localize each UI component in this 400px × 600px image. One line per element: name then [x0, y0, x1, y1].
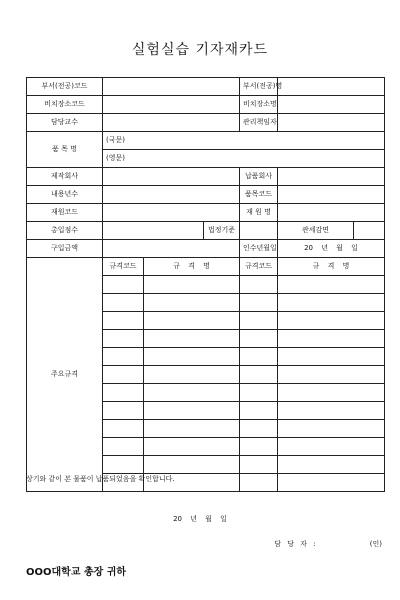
spec-cell[interactable]: [103, 366, 144, 384]
spec-cell[interactable]: [144, 348, 240, 366]
lifespan-field[interactable]: [103, 186, 240, 204]
spec-cell[interactable]: [103, 402, 144, 420]
spec-cell[interactable]: [240, 348, 278, 366]
spec-cell[interactable]: [278, 330, 385, 348]
source-name-field[interactable]: [278, 204, 385, 222]
spec-cell[interactable]: [278, 474, 385, 492]
seal-mark: (인): [369, 540, 382, 548]
source-code-field[interactable]: [103, 204, 240, 222]
source-code-label: 재원코드: [27, 204, 103, 222]
spec-cell[interactable]: [240, 456, 278, 474]
price-label: 구입금액: [27, 240, 103, 258]
addressee: OOO대학교 총장 귀하: [26, 567, 127, 578]
english-tag: (영문): [106, 154, 125, 162]
price-field[interactable]: [103, 240, 240, 258]
legal-standard-field[interactable]: [240, 222, 278, 240]
spec-cell[interactable]: [240, 420, 278, 438]
spec-cell[interactable]: [240, 276, 278, 294]
item-name-english-field[interactable]: [103, 150, 385, 168]
spec-name-header-2: 규 격 명: [278, 258, 385, 276]
acquired-date-field[interactable]: 20 년 월 일: [278, 240, 385, 258]
spec-cell[interactable]: [103, 348, 144, 366]
location-code-label: 비치장소코드: [27, 96, 103, 114]
spec-cell[interactable]: [278, 438, 385, 456]
location-name-field[interactable]: [278, 96, 385, 114]
dept-code-field[interactable]: [103, 78, 240, 96]
spec-cell[interactable]: [103, 312, 144, 330]
item-name-label: 품 목 명: [27, 132, 103, 168]
manager-field[interactable]: [278, 114, 385, 132]
spec-cell[interactable]: [278, 456, 385, 474]
item-name-korean-field[interactable]: [103, 132, 385, 150]
manager-label: 관리책임자: [240, 114, 278, 132]
spec-name-header: 규 격 명: [144, 258, 240, 276]
supplier-label: 납품회사: [240, 168, 278, 186]
spec-cell[interactable]: [278, 348, 385, 366]
manager-signature-line: [274, 539, 382, 549]
location-name-label: 비치장소명: [240, 96, 278, 114]
spec-cell[interactable]: [144, 402, 240, 420]
confirmation-text: 상기와 같이 본 물품이 납품되었음을 확인합니다.: [26, 475, 175, 483]
spec-cell[interactable]: [144, 384, 240, 402]
professor-label: 담당교수: [27, 114, 103, 132]
korean-tag: (국문): [106, 136, 125, 144]
signature-date: 20 년 월 일: [173, 515, 227, 523]
lifespan-label: 내용년수: [27, 186, 103, 204]
spec-cell[interactable]: [144, 438, 240, 456]
spec-cell[interactable]: [278, 420, 385, 438]
quantity-label: 총입점수: [27, 222, 103, 240]
spec-cell[interactable]: [103, 330, 144, 348]
spec-cell[interactable]: [103, 438, 144, 456]
spec-cell[interactable]: [240, 402, 278, 420]
spec-cell[interactable]: [144, 312, 240, 330]
spec-code-header-2: 규격코드: [240, 258, 278, 276]
source-name-label: 재 원 명: [240, 204, 278, 222]
spec-cell[interactable]: [240, 366, 278, 384]
equipment-card-table: [26, 77, 385, 492]
spec-cell[interactable]: [240, 474, 278, 492]
spec-cell[interactable]: [240, 294, 278, 312]
spec-cell[interactable]: [278, 276, 385, 294]
maker-label: 제작회사: [27, 168, 103, 186]
item-code-field[interactable]: [278, 186, 385, 204]
spec-cell[interactable]: [240, 330, 278, 348]
spec-cell[interactable]: [240, 384, 278, 402]
spec-cell[interactable]: [144, 330, 240, 348]
location-code-field[interactable]: [103, 96, 240, 114]
spec-cell[interactable]: [278, 312, 385, 330]
spec-cell[interactable]: [144, 420, 240, 438]
professor-field[interactable]: [103, 114, 240, 132]
maker-field[interactable]: [103, 168, 240, 186]
manager-signature-label: 담 당 자 :: [274, 540, 318, 548]
form-title: 실험실습 기자재카드: [131, 42, 269, 58]
spec-cell[interactable]: [240, 312, 278, 330]
spec-cell[interactable]: [278, 384, 385, 402]
spec-cell[interactable]: [103, 294, 144, 312]
acquired-label: 인수년월일: [240, 240, 278, 258]
specs-label: 주요규격: [27, 258, 103, 492]
tax-exempt-label: 관세감면: [278, 222, 354, 240]
tax-exempt-field[interactable]: [354, 222, 385, 240]
supplier-field[interactable]: [278, 168, 385, 186]
spec-cell[interactable]: [278, 366, 385, 384]
dept-code-label: 부서(전공)코드: [27, 78, 103, 96]
legal-standard-label: 법정기준: [204, 222, 240, 240]
spec-cell[interactable]: [144, 294, 240, 312]
dept-name-label: 부서(전공)명: [240, 78, 278, 96]
item-code-label: 품목코드: [240, 186, 278, 204]
spec-cell[interactable]: [103, 384, 144, 402]
spec-cell[interactable]: [240, 438, 278, 456]
spec-cell[interactable]: [144, 366, 240, 384]
spec-cell[interactable]: [278, 402, 385, 420]
dept-name-field[interactable]: [278, 78, 385, 96]
spec-cell[interactable]: [144, 276, 240, 294]
spec-code-header: 규격코드: [103, 258, 144, 276]
spec-cell[interactable]: [103, 420, 144, 438]
quantity-field[interactable]: [103, 222, 204, 240]
spec-cell[interactable]: [103, 456, 144, 474]
spec-cell[interactable]: [144, 456, 240, 474]
spec-cell[interactable]: [103, 276, 144, 294]
spec-cell[interactable]: [278, 294, 385, 312]
